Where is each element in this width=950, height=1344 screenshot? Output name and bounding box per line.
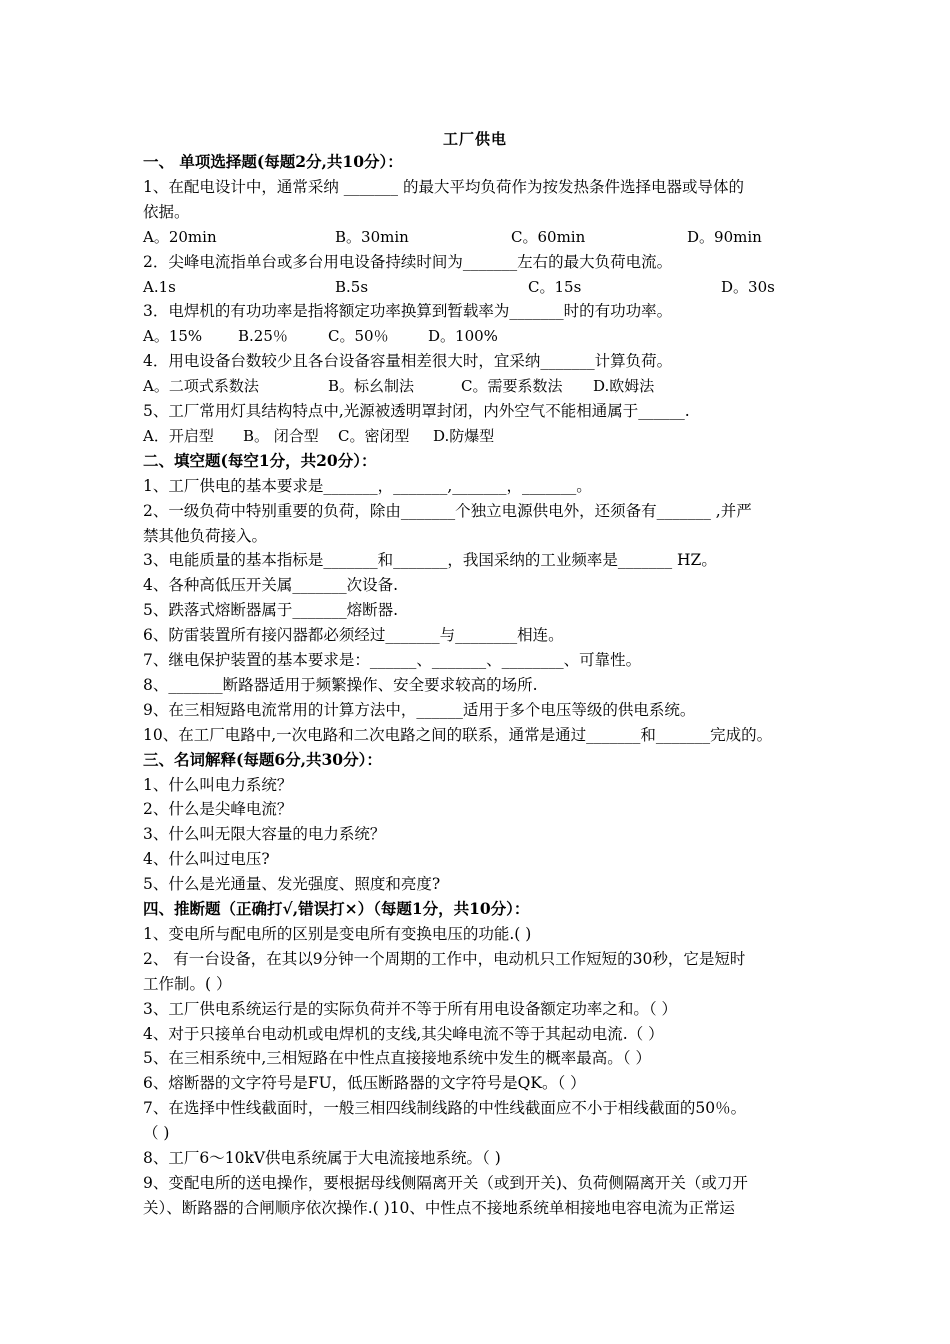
option-b: B。标幺制法 <box>328 377 415 395</box>
option-c: C。50％ <box>328 327 389 345</box>
section-heading: 三、名词解释(每题6分,共30分）： <box>143 750 382 769</box>
option-b: B.25％ <box>238 327 288 345</box>
text-line: （ ) <box>143 1124 170 1142</box>
text-line: 1、工厂供电的基本要求是_______，_______,_______，_______。 <box>143 477 592 495</box>
text-line: 8、工厂6～10kV供电系统属于大电流接地系统。（ ) <box>143 1149 501 1167</box>
text-line: 7、在选择中性线截面时，一般三相四线制线路的中性线截面应不小于相线截面的50％。 <box>143 1099 747 1117</box>
text-line: 7、继电保护装置的基本要求是：______、_______、________、可靠性。 <box>143 651 642 669</box>
text-line: 1、变电所与配电所的区别是变电所有变换电压的功能.( ) <box>143 925 532 943</box>
text-line: 工作制。( ） <box>143 975 232 993</box>
text-line: 5、工厂常用灯具结构特点中,光源被透明罩封闭，内外空气不能相通属于______. <box>143 402 690 420</box>
text-line: 9、变配电所的送电操作，要根据母线侧隔离开关（或到开关)、负荷侧隔离开关（或刀开 <box>143 1174 748 1192</box>
option-c: C。密闭型 <box>338 427 410 445</box>
option-d: D.欧姆法 <box>593 377 655 395</box>
option-c: C。15s <box>528 278 582 296</box>
text-line: 禁其他负荷接入。 <box>143 527 268 545</box>
option-b: B.5s <box>335 278 369 296</box>
option-d: D。100% <box>428 327 498 345</box>
text-line: 4．用电设备台数较少且各台设备容量相差很大时，宜采纳_______计算负荷。 <box>143 352 673 370</box>
text-line: 6、熔断器的文字符号是FU，低压断路器的文字符号是QK。（ ） <box>143 1074 586 1092</box>
text-line: 1、什么叫电力系统？ <box>143 776 293 794</box>
section-heading: 一、 单项选择题(每题2分,共10分）： <box>143 152 403 171</box>
text-line: 2．尖峰电流指单台或多台用电设备持续时间为_______左右的最大负荷电流。 <box>143 253 673 271</box>
text-line: 4、什么叫过电压? <box>143 850 270 868</box>
option-d: D。90min <box>687 228 762 246</box>
option-a: A。二项式系数法 <box>143 377 259 395</box>
text-line: 3、什么叫无限大容量的电力系统？ <box>143 825 386 843</box>
text-line: 3、电能质量的基本指标是_______和_______，我国采纳的工业频率是_______ HZ。 <box>143 551 717 569</box>
text-line: 8、_______断路器适用于频繁操作、安全要求较高的场所. <box>143 676 538 694</box>
text-line: 4、各种高低压开关属_______次设备. <box>143 576 399 594</box>
text-line: 6、防雷装置所有接闪器都必须经过_______与________相连。 <box>143 626 564 644</box>
option-c: C。60min <box>511 228 586 246</box>
text-line: 5、什么是光通量、发光强度、照度和亮度? <box>143 875 441 893</box>
text-line: 3、工厂供电系统运行是的实际负荷并不等于所有用电设备额定功率之和。（ ） <box>143 1000 678 1018</box>
text-line: 5、在三相系统中,三相短路在中性点直接接地系统中发生的概率最高。（ ） <box>143 1049 651 1067</box>
option-d: D。30s <box>721 278 775 296</box>
option-a: A．开启型 <box>143 427 214 445</box>
text-line: 5、跌落式熔断器属于_______熔断器. <box>143 601 399 619</box>
option-a: A。20min <box>143 228 217 246</box>
option-c: C。需要系数法 <box>461 377 563 395</box>
section-heading: 二、填空题(每空1分，共20分）： <box>143 451 377 470</box>
text-line: 2、什么是尖峰电流？ <box>143 800 293 818</box>
option-b: B。30min <box>335 228 409 246</box>
text-line: 依据。 <box>143 203 190 221</box>
text-line: 1、在配电设计中，通常采纳 _______ 的最大平均负荷作为按发热条件选择电器或导体的 <box>143 178 744 196</box>
option-a: A.1s <box>143 278 176 296</box>
option-a: A。15% <box>143 327 203 345</box>
text-line: 3．电焊机的有功功率是指将额定功率换算到暂载率为_______时的有功功率。 <box>143 302 673 320</box>
option-d: D.防爆型 <box>433 427 495 445</box>
text-line: 10、在工厂电路中,一次电路和二次电路之间的联系，通常是通过_______和_______完成的。 <box>143 726 773 744</box>
text-line: 9、在三相短路电流常用的计算方法中，______适用于多个电压等级的供电系统。 <box>143 701 696 719</box>
text-line: 2、 有一台设备，在其以9分钟一个周期的工作中，电动机只工作短短的30秒，它是短时 <box>143 950 746 968</box>
document-title: 工厂供电 <box>442 130 507 148</box>
section-heading: 四、推断题（正确打√,错误打×）（每题1分，共10分）： <box>143 899 530 918</box>
text-line: 2、一级负荷中特别重要的负荷，除由_______个独立电源供电外，还须备有_______ ,并严 <box>143 502 752 520</box>
text-line: 关）、断路器的合闸顺序依次操作.( )10、中性点不接地系统单相接地电容电流为正常运 <box>143 1199 735 1217</box>
text-line: 4、对于只接单台电动机或电焊机的支线,其尖峰电流不等于其起动电流.（ ） <box>143 1025 664 1043</box>
option-b: B。 闭合型 <box>243 427 319 445</box>
